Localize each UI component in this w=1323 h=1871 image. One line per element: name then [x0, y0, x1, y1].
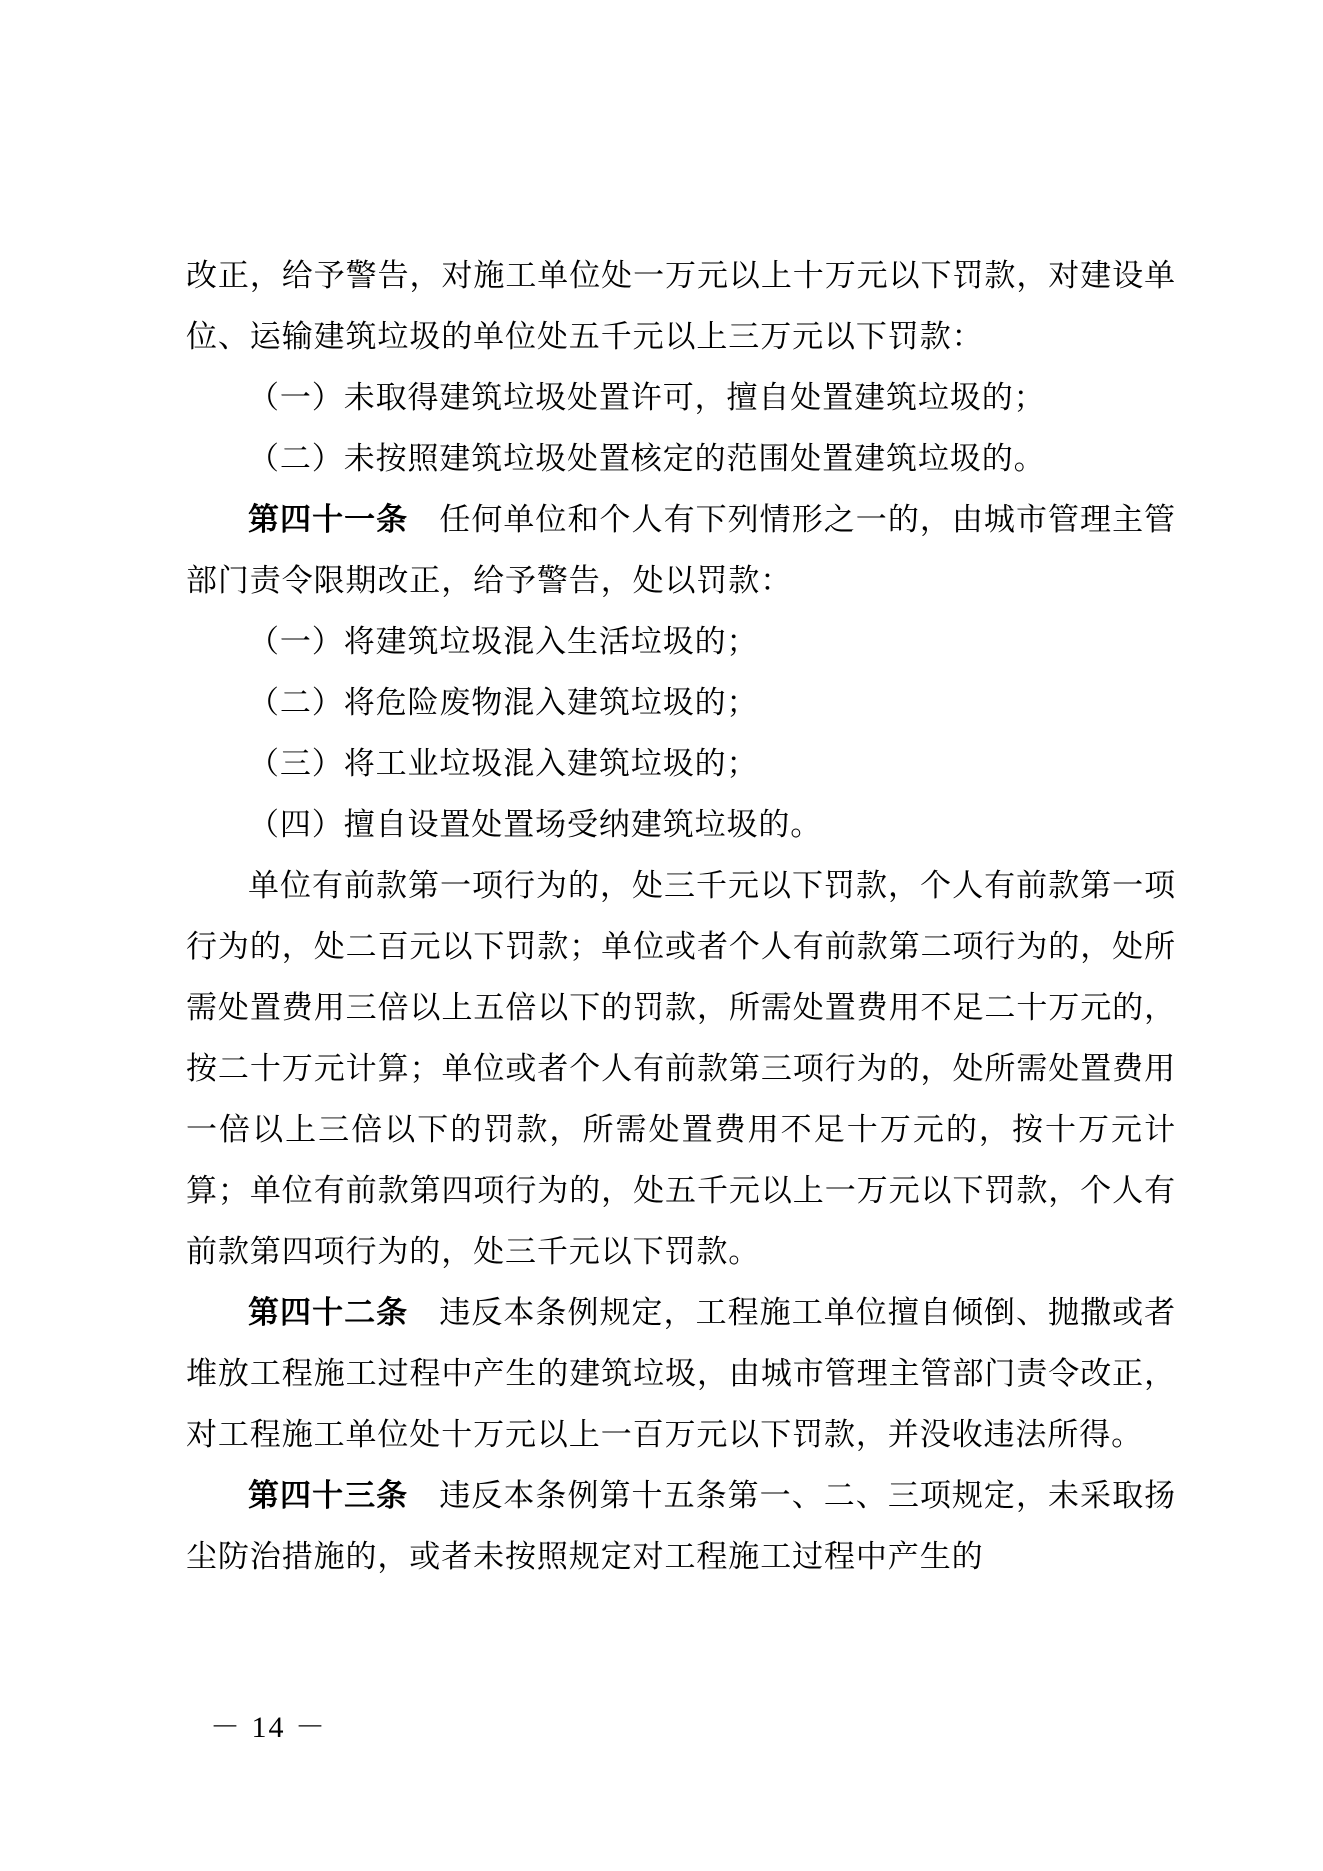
list-item: [186, 734, 1176, 795]
article-text: 违反本条例规定，工程施工单位擅自倾倒、抛撒或者堆放工程施工过程中产生的建筑垃圾，由城市管理主管部门责令改正，对工程施工单位处十万元以上一百万元以下罚款，并没收违法所得。: [186, 1295, 1177, 1453]
list-item-text: （二）将危险废物混入建筑垃圾的；: [248, 685, 759, 721]
list-item: [186, 673, 1176, 734]
article-text: 任何单位和个人有下列情形之一的，由城市管理主管部门责令限期改正，给予警告，处以罚款：: [186, 502, 1177, 599]
article-heading: 第四十一条: [248, 502, 409, 538]
article-43: [186, 1466, 1176, 1588]
article-heading: 第四十三条: [248, 1478, 409, 1514]
list-item: [186, 795, 1176, 856]
body-text: [186, 246, 1176, 1588]
paragraph-text: 改正，给予警告，对施工单位处一万元以上十万元以下罚款，对建设单位、运输建筑垃圾的单位处五千元以上三万元以下罚款：: [186, 258, 1176, 355]
list-item: [186, 612, 1176, 673]
paragraph-continuation: [186, 246, 1176, 368]
list-item: [186, 368, 1176, 429]
article-42: [186, 1283, 1176, 1466]
list-item-text: （四）擅自设置处置场受纳建筑垃圾的。: [248, 807, 823, 843]
article-41: [186, 490, 1176, 612]
paragraph-text: 单位有前款第一项行为的，处三千元以下罚款，个人有前款第一项行为的，处二百元以下罚款；单位或者个人有前款第二项行为的，处所需处置费用三倍以上五倍以下的罚款，所需处置费用不足二十万元的，按二十万元计算；单位或者个人有前款第三项行为的，处所需处置费用一倍以上三倍以下的罚款，所需处置费用不足十万元的，按十万元计算；单位有前款第四项行为的，处五千元以上一万元以下罚款，个人有前款第四项行为的，处三千元以下罚款。: [186, 868, 1176, 1270]
penalty-paragraph: [186, 856, 1176, 1283]
article-heading: 第四十二条: [248, 1295, 409, 1331]
page-number: － 14 －: [210, 1711, 327, 1744]
list-item: [186, 429, 1176, 490]
list-item-text: （一）未取得建筑垃圾处置许可，擅自处置建筑垃圾的；: [248, 380, 1046, 416]
list-item-text: （三）将工业垃圾混入建筑垃圾的；: [248, 746, 759, 782]
article-text: 违反本条例第十五条第一、二、三项规定，未采取扬尘防治措施的，或者未按照规定对工程施工过程中产生的: [186, 1478, 1177, 1575]
list-item-text: （一）将建筑垃圾混入生活垃圾的；: [248, 624, 759, 660]
list-item-text: （二）未按照建筑垃圾处置核定的范围处置建筑垃圾的。: [248, 441, 1046, 477]
